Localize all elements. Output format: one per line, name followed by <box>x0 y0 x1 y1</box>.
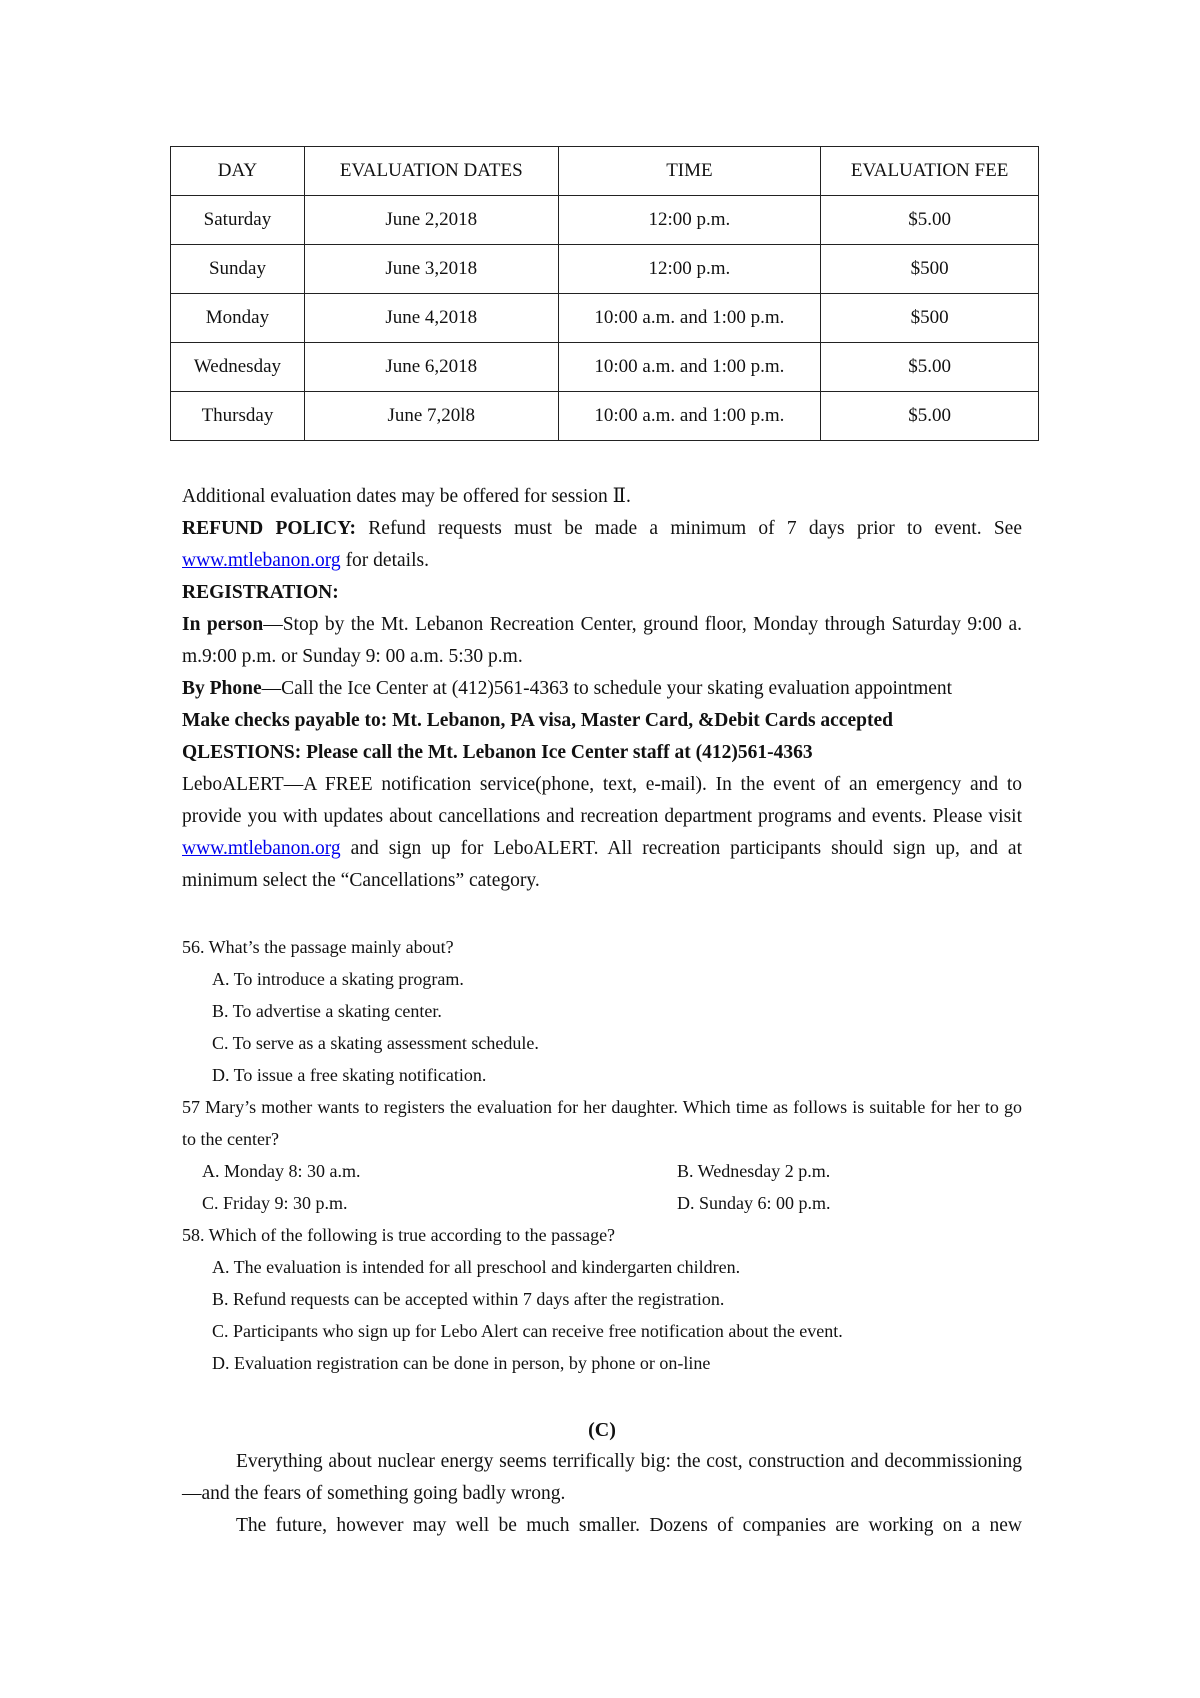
table-header-row <box>171 147 1039 196</box>
in-person-label: In person <box>182 614 264 635</box>
phone-registration <box>182 673 1022 705</box>
table-row <box>171 294 1039 343</box>
evaluation-schedule-table <box>170 146 1039 441</box>
cell-time: 10:00 a.m. and 1:00 p.m. <box>558 294 821 343</box>
cell-fee: $500 <box>821 294 1039 343</box>
refund-policy-tail: for details. <box>340 550 429 571</box>
question-58-option-c: C. Participants who sign up for Lebo Alert can receive free notification about the event. <box>212 1321 843 1341</box>
question-58-option-d: D. Evaluation registration can be done in person, by phone or on-line <box>212 1353 711 1373</box>
question-57-option-c: C. Friday 9: 30 p.m. <box>202 1193 348 1213</box>
section-c-paragraph-2: The future, however may well be much smaller. Dozens of companies are working on a new <box>236 1515 1022 1536</box>
leboalert-text-1: LeboALERT—A FREE notification service(phone, text, e-mail). In the event of an emergency and to provide you with updates about cancellations and recreation department programs and events. Please visit <box>182 774 1022 827</box>
question-57-options-row-2 <box>202 1187 1022 1219</box>
table-row <box>171 392 1039 441</box>
question-57-option-d: D. Sunday 6: 00 p.m. <box>677 1193 831 1213</box>
cell-day: Saturday <box>171 196 305 245</box>
cell-fee: $5.00 <box>821 196 1039 245</box>
cell-day: Thursday <box>171 392 305 441</box>
cell-date: June 3,2018 <box>304 245 558 294</box>
section-c-title: (C) <box>588 1419 616 1441</box>
cell-date: June 6,2018 <box>304 343 558 392</box>
cell-time: 10:00 a.m. and 1:00 p.m. <box>558 392 821 441</box>
leboalert-note <box>182 769 1022 897</box>
questions-contact: QLESTIONS: Please call the Mt. Lebanon Ice Center staff at (412)561-4363 <box>182 742 813 763</box>
question-56-option-d: D. To issue a free skating notification. <box>212 1065 487 1085</box>
refund-policy-label: REFUND POLICY: <box>182 518 357 539</box>
leboalert-website-link[interactable]: www.mtlebanon.org <box>182 838 341 859</box>
payment-note: Make checks payable to: Mt. Lebanon, PA visa, Master Card, &Debit Cards accepted <box>182 710 893 731</box>
table-row <box>171 245 1039 294</box>
question-57-option-a: A. Monday 8: 30 a.m. <box>202 1161 361 1181</box>
header-evaluation-dates: EVALUATION DATES <box>304 147 558 196</box>
in-person-text: —Stop by the Mt. Lebanon Recreation Center, ground floor, Monday through Saturday 9:00 a. m.9:00 p.m. or Sunday 9: 00 a.m. 5:30 p.m. <box>182 614 1022 667</box>
cell-time: 12:00 p.m. <box>558 196 821 245</box>
cell-date: June 2,2018 <box>304 196 558 245</box>
cell-fee: $500 <box>821 245 1039 294</box>
in-person-registration <box>182 609 1022 673</box>
question-57-stem: 57 Mary’s mother wants to registers the evaluation for her daughter. Which time as follows is suitable for her to go to the center? <box>182 1097 1022 1149</box>
question-58-option-b: B. Refund requests can be accepted within 7 days after the registration. <box>212 1289 725 1309</box>
section-c <box>182 1414 1022 1542</box>
cell-time: 12:00 p.m. <box>558 245 821 294</box>
question-56-option-c: C. To serve as a skating assessment schedule. <box>212 1033 539 1053</box>
question-56-stem: 56. What’s the passage mainly about? <box>182 937 454 957</box>
question-58-option-a: A. The evaluation is intended for all preschool and kindergarten children. <box>212 1257 741 1277</box>
leboalert-text-2: and sign up for LeboALERT. All recreation participants should sign up, and at minimum select the “Cancellations” category. <box>182 838 1022 891</box>
registration-heading: REGISTRATION: <box>182 582 339 603</box>
header-day: DAY <box>171 147 305 196</box>
cell-day: Wednesday <box>171 343 305 392</box>
refund-website-link[interactable]: www.mtlebanon.org <box>182 550 341 571</box>
questions-block <box>182 931 1022 1379</box>
question-56-option-b: B. To advertise a skating center. <box>212 1001 442 1021</box>
cell-day: Sunday <box>171 245 305 294</box>
by-phone-text: —Call the Ice Center at (412)561-4363 to schedule your skating evaluation appointment <box>261 678 953 699</box>
notes-block <box>182 481 1022 897</box>
cell-time: 10:00 a.m. and 1:00 p.m. <box>558 343 821 392</box>
cell-fee: $5.00 <box>821 343 1039 392</box>
cell-fee: $5.00 <box>821 392 1039 441</box>
by-phone-label: By Phone <box>182 678 262 699</box>
question-57-option-b: B. Wednesday 2 p.m. <box>677 1161 831 1181</box>
question-58-stem: 58. Which of the following is true according to the passage? <box>182 1225 616 1245</box>
table-row <box>171 343 1039 392</box>
cell-date: June 7,20l8 <box>304 392 558 441</box>
refund-policy <box>182 513 1022 577</box>
refund-policy-text: Refund requests must be made a minimum of 7 days prior to event. See <box>356 518 1022 539</box>
cell-date: June 4,2018 <box>304 294 558 343</box>
question-56-option-a: A. To introduce a skating program. <box>212 969 464 989</box>
cell-day: Monday <box>171 294 305 343</box>
header-time: TIME <box>558 147 821 196</box>
additional-dates-note: Additional evaluation dates may be offered for session Ⅱ. <box>182 486 631 507</box>
section-c-paragraph-1: Everything about nuclear energy seems terrifically big: the cost, construction and decommissioning—and the fears of something going badly wrong. <box>182 1451 1022 1504</box>
table-row <box>171 196 1039 245</box>
question-57-options-row-1 <box>202 1155 1022 1187</box>
header-evaluation-fee: EVALUATION FEE <box>821 147 1039 196</box>
